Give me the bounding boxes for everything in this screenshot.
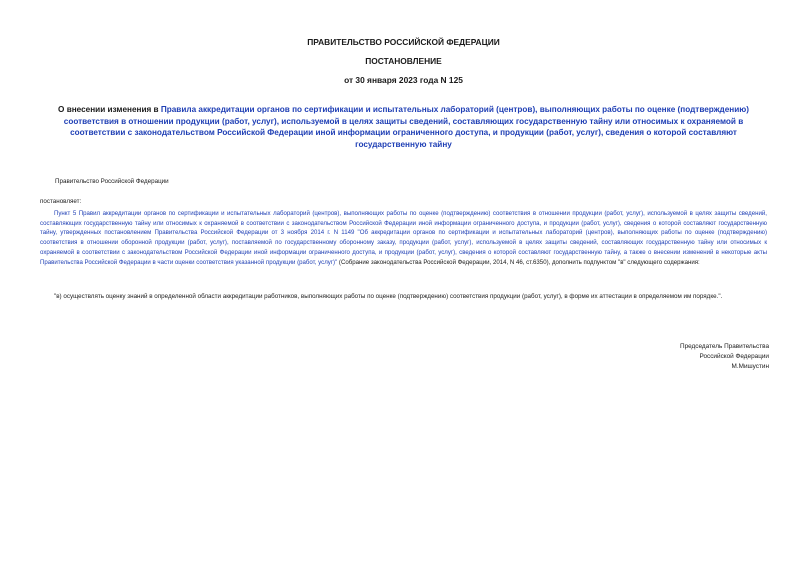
document-title [50, 104, 757, 150]
paragraph-rest: (Собрание законодательства Российской Федерации, 2014, N 46, ст.6350), дополнить подпунктом "в" следующего содержания: [337, 258, 700, 266]
signature-name: М.Мишустин [731, 362, 769, 370]
decides-text: постановляет: [40, 198, 82, 205]
title-link[interactable]: Правила аккредитации органов по сертификации и испытательных лабораторий (центров), выполняющих работы по оценке (подтверждению) соответствия в отношении продукции (работ, услуг), используемой в целях защиты сведений, составляющих государственную тайну или относимых к охраняемой в соответствии с законодательством Российской Федерации иной информации ограниченного доступа, и продукции (работ, услуг), сведения о которой составляют государственную тайну [63, 105, 749, 149]
signature-position: Председатель Правительства [680, 343, 769, 350]
document-type: ПОСТАНОВЛЕНИЕ [365, 56, 442, 66]
signature-organization: Российской Федерации [699, 352, 769, 360]
amendment-paragraph [40, 209, 767, 267]
new-subitem-paragraph: "в) осуществлять оценку знаний в определенной области аккредитации работников, выполняющих работы по оценке (подтверждению) соответствия продукции (работ, услуг), в форме их аттестации в определяемом им порядке.". [54, 293, 723, 300]
title-prefix: О внесении изменения в [58, 105, 161, 114]
rules-link[interactable]: Пункт 5 Правил аккредитации органов по сертификации и испытательных лабораторий (центров), выполняющих работы по оценке (подтверждению) соответствия в отношении продукции (работ, услуг), используемой в целях защиты сведений, составляющих государственную тайну или относимых к охраняемой в соответствии с законодательством Российской Федерации иной информации ограниченного доступа, и продукции (работ, услуг), сведения о которой составляют государственную тайну, утвержденных постановлением Правительства Российской Федерации от 3 ноября 2014 г. N 1149 "Об аккредитации органов по сертификации и испытательных лабораторий (центров), выполняющих работы по оценке (подтверждению) соответствия в отношении оборонной продукции (работ, услуг), поставляемой по государственному оборонному заказу, продукции (работ, услуг), используемой в целях защиты сведений, составляющих государственную тайну или относимых к охраняемой в соответствии с законодательством Российской Федерации иной информации ограниченного доступа, и продукции (работ, услуг), сведения о которой составляют государственную тайну, а также о внесении изменений в некоторые акты Правительства Российской Федерации в части оценки соответствия указанной продукции (работ, услуг)" [40, 210, 767, 266]
document-date-number: от 30 января 2023 года N 125 [344, 75, 463, 85]
intro-text: Правительство Российской Федерации [55, 178, 169, 185]
government-heading: ПРАВИТЕЛЬСТВО РОССИЙСКОЙ ФЕДЕРАЦИИ [307, 37, 500, 47]
signature-block [680, 342, 769, 372]
